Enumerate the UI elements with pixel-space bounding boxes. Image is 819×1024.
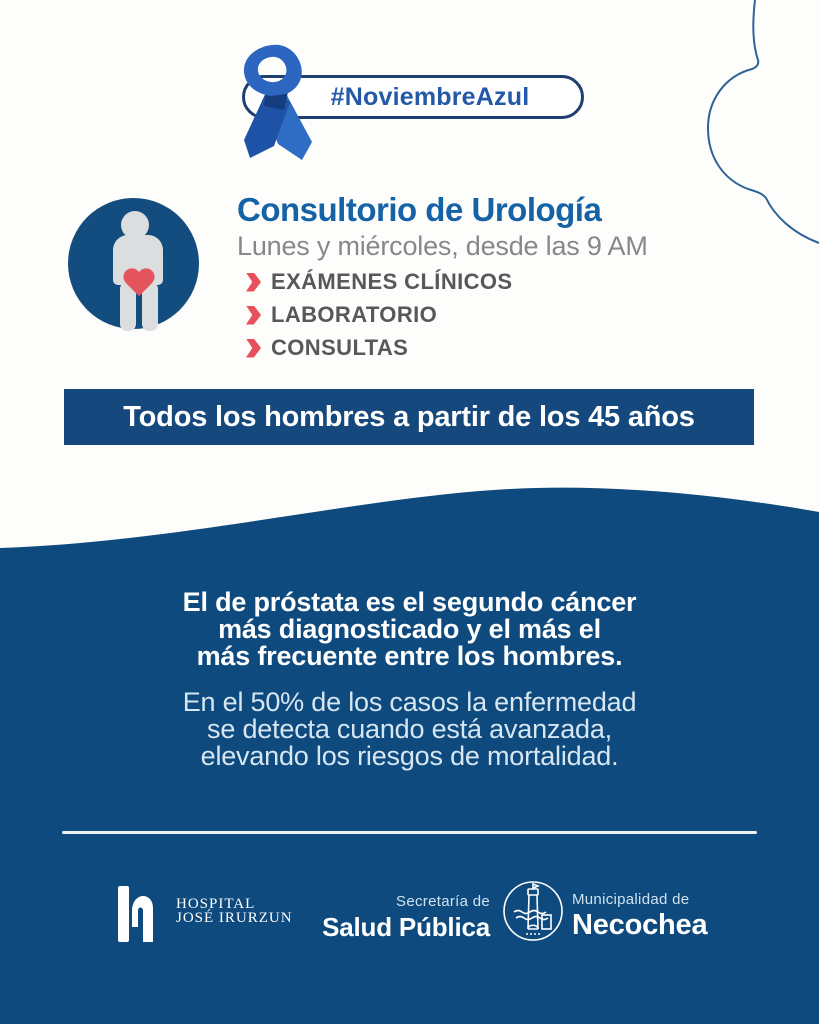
stat-detail-line: En el 50% de los casos la enfermedad <box>182 687 637 717</box>
list-item <box>246 303 513 327</box>
list-item <box>246 336 513 360</box>
stat-detail-line: elevando los riesgos de mortalidad. <box>200 741 619 771</box>
hashtag-label: #NoviembreAzul <box>330 82 530 111</box>
hospital-name-line2: JOSÉ IRURZUN <box>176 910 293 926</box>
stat-bold-paragraph <box>0 589 819 670</box>
heart-icon <box>122 269 156 299</box>
service-label: EXÁMENES CLÍNICOS <box>271 269 513 294</box>
arrow-bullet-icon <box>246 306 261 325</box>
urology-patient-icon <box>68 198 199 329</box>
awareness-ribbon-icon <box>238 44 320 166</box>
municipalidad-title: Necochea <box>572 909 708 941</box>
arrow-bullet-icon <box>246 273 261 292</box>
stat-bold-line: más frecuente entre los hombres. <box>196 641 623 671</box>
service-label: CONSULTAS <box>271 335 409 360</box>
age-banner-text: Todos los hombres a partir de los 45 años <box>123 400 695 433</box>
stat-detail-line: se detecta cuando está avanzada, <box>207 714 612 744</box>
service-label: LABORATORIO <box>271 302 438 327</box>
hospital-name-line1: HOSPITAL <box>176 896 256 912</box>
footer-divider <box>62 831 757 834</box>
hospital-logo-icon <box>116 885 154 943</box>
cloud-outline-icon <box>704 0 819 250</box>
salud-publica-block <box>300 893 490 943</box>
arrow-bullet-icon <box>246 339 261 358</box>
consultorio-schedule: Lunes y miércoles, desde las 9 AM <box>237 231 648 261</box>
wave-shape <box>0 484 819 550</box>
lighthouse-seal-icon <box>502 879 564 943</box>
service-list <box>246 270 513 369</box>
municipalidad-small: Municipalidad de <box>572 891 690 908</box>
stat-bold-line: El de próstata es el segundo cáncer <box>182 587 637 617</box>
municipalidad-block <box>572 891 707 942</box>
list-item <box>246 270 513 294</box>
salud-publica-small: Secretaría de <box>396 893 490 910</box>
age-banner <box>64 389 754 445</box>
salud-publica-title: Salud Pública <box>322 912 490 942</box>
hospital-name <box>176 897 293 925</box>
stat-bold-line: más diagnosticado y el más el <box>218 614 601 644</box>
consultorio-title: Consultorio de Urología <box>237 191 602 228</box>
stat-detail-paragraph <box>0 689 819 770</box>
